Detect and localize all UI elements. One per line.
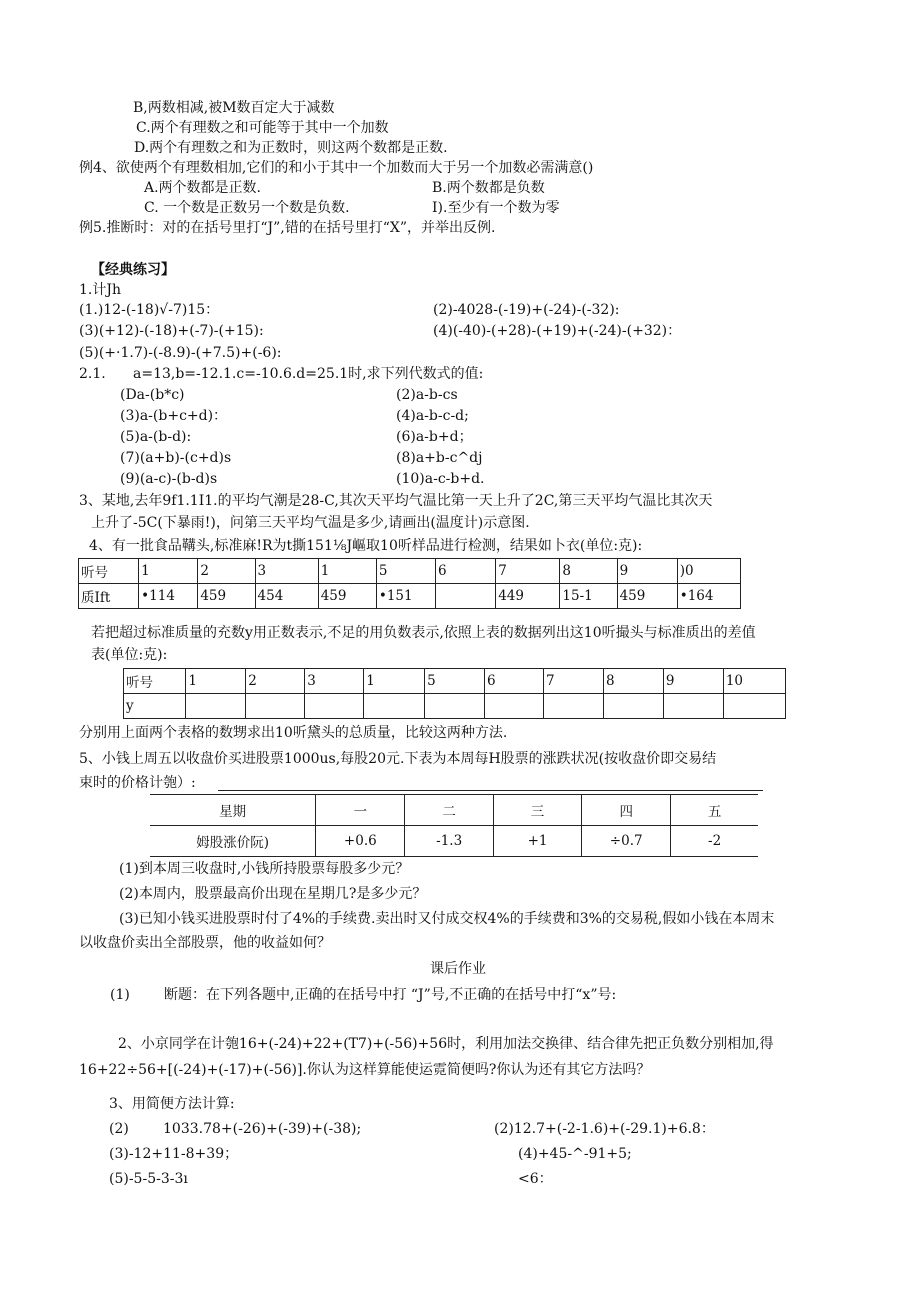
homework-1-text: 断题：在下列各题中,正确的在括号中打 “J”号,不正确的在括号中打“x”号:: [164, 987, 617, 1003]
example4-option-b: B.两个数都是负数: [432, 180, 545, 196]
option-b-line: B,两数相减,被M数百定大于减数: [133, 100, 335, 116]
homework-3-q1-number: (2): [109, 1121, 129, 1137]
q2-item-2: (2)a-b-cs: [396, 387, 458, 403]
stock-table-header-row: [150, 795, 758, 826]
table-cell: 459: [198, 584, 255, 609]
table-cell: 星期: [150, 795, 316, 826]
q5-sub-3b: 以收盘价卖出全部股票，他的收益如何？: [79, 935, 331, 951]
example5-line: 例5.推断时：对的在括号里打“J”,错的在括号里打“X”，并举出反例.: [79, 220, 496, 236]
example4-option-a: A.两个数都是正数.: [144, 180, 262, 196]
q5-sub-3a: (3)已知小钱买进股票时付了4%的手续费.卖出时又付成交权4%的手续费和3%的交易税,假如小钱在本周末: [119, 911, 775, 927]
q2-item-7: (7)(a+b)-(c+d)s: [120, 450, 232, 466]
table-cell: 5: [376, 559, 435, 584]
stock-table-value-row: [150, 826, 758, 857]
q1-item-4: (4)(-40)-(+28)-(+19)+(-24)-(+32)：: [433, 323, 682, 339]
table-cell: 姆股涨价阮): [150, 826, 316, 857]
homework-title: 课后作业: [430, 961, 486, 977]
homework-3-q4: (4)+45-^-91+5;: [518, 1146, 632, 1162]
table-cell: [544, 694, 604, 719]
table-cell: ÷0.7: [582, 826, 671, 857]
table-cell: 9: [663, 669, 723, 694]
table-cell: •164: [677, 584, 740, 609]
q4-middle-line-1: 若把超过标准质量的充数y用正数表示,不足的用负数表示,依照上表的数据列出这10听撮头与标准质出的差值: [91, 625, 756, 641]
homework-3-title: 3、用简便方法计算:: [109, 1096, 235, 1112]
table-cell: 6: [436, 559, 496, 584]
q4-stem: 4、有一批食品鞲头,标准麻!R为t撕151⅛J嶇取10听样品进行检测，结果如卜衣(单位:克):: [89, 538, 643, 554]
table-cell: 459: [617, 584, 677, 609]
homework-2-line-2: 16+22÷56+[(-24)+(-17)+(-56)].你认为这样算能使运霓简便吗?你认为还有其它方法吗？: [79, 1062, 651, 1078]
table-cell: 2: [198, 559, 255, 584]
table-cell: +0.6: [316, 826, 405, 857]
table-cell: 9: [617, 559, 677, 584]
weight-table-row-number: [79, 559, 741, 584]
table-cell: •151: [376, 584, 435, 609]
table-cell: [186, 694, 246, 719]
q2-condition: a=13,b=-12.1.c=-10.6.d=25.1时,求下列代数式的值:: [133, 366, 484, 382]
table-cell: y: [124, 694, 186, 719]
table-cell: 459: [318, 584, 376, 609]
table-cell: 5: [425, 669, 485, 694]
table-cell: [436, 584, 496, 609]
homework-3-q2: (2)12.7+(-2-1.6)+(-29.1)+6.8：: [494, 1121, 715, 1137]
table-cell: 449: [496, 584, 560, 609]
q1-item-5: (5)(+·1.7)-(-8.9)-(+7.5)+(-6):: [79, 345, 282, 361]
table-cell: [246, 694, 305, 719]
stock-table: [150, 794, 758, 857]
q4-end-line: 分别用上面两个表格的数甥求出10听黛头的总质量，比较这两种方法.: [79, 725, 508, 741]
table-cell: •114: [139, 584, 198, 609]
homework-3-q5: (5)-5-5-3-3ı: [109, 1171, 188, 1187]
table-cell: 四: [582, 795, 671, 826]
table-cell: 听号: [124, 669, 186, 694]
table-cell: 8: [603, 669, 663, 694]
difference-table-row-number: [124, 669, 786, 694]
table-cell: 6: [485, 669, 544, 694]
table-cell: 1: [186, 669, 246, 694]
q5-sub-1: (1)到本周三收盘时,小钱所持股票每股多少元？: [119, 861, 410, 877]
example4-option-d: I).至少有一个数为零: [432, 200, 560, 216]
example4-option-c: C. 一个数是正数另一个数是负数.: [144, 200, 350, 216]
q5-line-1: 5、小钱上周五以收盘价买进股票1000us,每股20元.下表为本周每H股票的涨跌状况(按收盘价即交易结: [79, 751, 717, 767]
weight-table-row-mass: [79, 584, 741, 609]
homework-1-number: (1): [110, 987, 130, 1003]
q2-item-6: (6)a-b+d；: [396, 429, 473, 445]
table-cell: 3: [255, 559, 318, 584]
table-cell: 二: [405, 795, 494, 826]
table-cell: 3: [305, 669, 364, 694]
table-cell: 三: [493, 795, 581, 826]
table-cell: 1: [364, 669, 425, 694]
table-cell: 7: [496, 559, 560, 584]
q2-item-9: (9)(a-c)-(b-d)s: [120, 471, 218, 487]
q2-title: 2.1.: [79, 366, 106, 382]
q1-title: 1.计Jh: [79, 282, 121, 298]
table-cell: -2: [671, 826, 758, 857]
table-cell: 454: [255, 584, 318, 609]
table-cell: 7: [544, 669, 604, 694]
homework-3-q3: (3)-12+11-8+39；: [109, 1146, 239, 1162]
difference-table: [123, 668, 786, 719]
table-cell: [305, 694, 364, 719]
table-cell: -1.3: [405, 826, 494, 857]
homework-3-q1: 1033.78+(-26)+(-39)+(-38);: [163, 1121, 362, 1137]
table-cell: [425, 694, 485, 719]
q1-item-2: (2)-4028-(-19)+(-24)-(-32):: [433, 302, 620, 318]
table-cell: 听号: [79, 559, 139, 584]
q3-line-2: 上升了-5C(下暴雨!)，问第三天平均气温是多少,请画出(温度计)示意图.: [91, 515, 530, 531]
q4-middle-line-2: 表(单位:克):: [91, 647, 168, 663]
q2-item-10: (10)a-c-b+d.: [396, 471, 485, 487]
q2-item-3: (3)a-(b+c+d)：: [120, 408, 228, 424]
q1-item-1: (1.)12-(-18)√-7)15：: [79, 302, 220, 318]
table-cell: +1: [493, 826, 581, 857]
example4-stem: 例4、欲使两个有理数相加,它们的和小于其中一个加数而大于另一个加数必需满意(): [79, 160, 594, 176]
q2-item-1: (Da-(b*c): [120, 387, 185, 403]
practice-heading: 【经典练习】: [91, 262, 175, 278]
table-cell: [485, 694, 544, 719]
table-cell: 10: [723, 669, 785, 694]
table-cell: 1: [318, 559, 376, 584]
q5-sub-2: (2)本周内，股票最高价出现在星期几?是多少元？: [119, 886, 427, 902]
table-cell: [723, 694, 785, 719]
weight-table: [78, 558, 741, 609]
q2-item-4: (4)a-b-c-d;: [396, 408, 469, 424]
table-cell: 质Ift: [79, 584, 139, 609]
table-cell: 8: [560, 559, 617, 584]
table-cell: 一: [316, 795, 405, 826]
difference-table-row-y: [124, 694, 786, 719]
table-cell: [663, 694, 723, 719]
option-c-line: C.两个有理数之和可能等于其中一个加数: [136, 120, 389, 136]
table-cell: 2: [246, 669, 305, 694]
option-d-line: D.两个有理数之和为正数时，则这两个数都是正数.: [134, 140, 448, 156]
table-cell: [603, 694, 663, 719]
table-cell: [364, 694, 425, 719]
table-cell: 1: [139, 559, 198, 584]
table-cell: 15-1: [560, 584, 617, 609]
homework-3-q6: <6：: [518, 1171, 553, 1187]
q1-item-3: (3)(+12)-(-18)+(-7)-(+15):: [79, 323, 264, 339]
table-cell: )0: [677, 559, 740, 584]
q3-line-1: 3、某地,去年9f1.1I1.的平均气潮是28-C,其次天平均气温比第一天上升了2C,第三天平均气温比其次天: [79, 493, 713, 509]
underline-rule: [218, 790, 763, 791]
homework-2-line-1: 2、小京同学在计匏16+(-24)+22+(T7)+(-56)+56时，利用加法交换律、结合律先把正负数分别相加,得: [118, 1036, 774, 1052]
q5-line-2: 束时的价格计匏）:: [79, 775, 196, 791]
q2-item-8: (8)a+b-c^dj: [396, 450, 483, 466]
q2-item-5: (5)a-(b-d):: [120, 429, 192, 445]
table-cell: 五: [671, 795, 758, 826]
